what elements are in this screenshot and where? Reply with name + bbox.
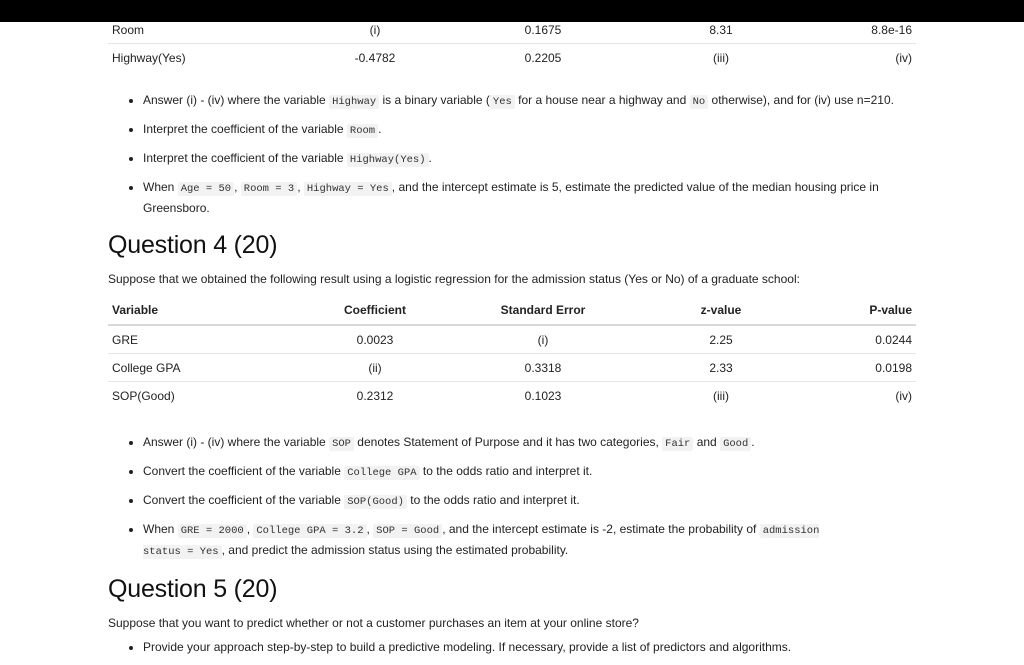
code-gre: GRE = 2000: [178, 524, 247, 538]
code-sop-good: SOP(Good): [344, 495, 407, 509]
text: for a house near a highway and: [514, 93, 690, 107]
text: Answer (i) - (iv) where the variable: [143, 93, 330, 107]
table-cell: (ii): [296, 354, 454, 382]
q4-bullet-3: [143, 491, 843, 512]
table-cell: SOP(Good): [112, 388, 175, 403]
table-cell: (iii): [713, 388, 729, 403]
table-cell: 8.31: [632, 16, 810, 44]
text: , and predict the admission status using the estimated probability.: [221, 542, 569, 557]
text: and: [693, 435, 721, 449]
code-sop-eq-good: SOP = Good: [373, 524, 442, 538]
q3-bullet-1: [143, 91, 913, 112]
text: Provide your approach step-by-step to build a predictive modeling. If necessary, provide a list of predictors and algorithms.: [143, 640, 792, 654]
q3-bullet-2: [143, 120, 913, 141]
q4-bullet-2: [143, 462, 843, 483]
table-cell: 0.2205: [524, 50, 562, 65]
table-cell: 0.3318: [454, 354, 632, 382]
text: denotes Statement of Purpose and it has two categories,: [353, 435, 663, 449]
text: .: [751, 435, 755, 449]
text: ,: [246, 522, 254, 536]
text: Convert the coefficient of the variable: [143, 464, 345, 478]
code-highway: Highway: [329, 95, 379, 109]
table-cell: (i): [454, 325, 632, 354]
column-header: Coefficient: [296, 296, 454, 325]
text: is a binary variable (: [379, 93, 490, 107]
table-cell: 8.8e-16: [810, 16, 916, 44]
table-row: [108, 325, 916, 354]
text: ,: [234, 180, 241, 194]
text: Answer (i) - (iv) where the variable: [143, 435, 330, 449]
column-header: P-value: [810, 296, 916, 325]
logistic-regression-table: [108, 296, 916, 409]
code-age: Age = 50: [178, 182, 234, 196]
code-admission-status: admission status = Yes: [143, 525, 820, 558]
table-cell: College GPA: [108, 354, 296, 382]
table-cell: 0.1023: [524, 388, 562, 403]
table-cell: (i): [296, 16, 454, 44]
q3-bullet-3: [143, 149, 913, 170]
code-good: Good: [720, 437, 751, 451]
text: otherwise), and for (iv) use n=210.: [708, 93, 894, 107]
table-cell: 0.0198: [810, 354, 916, 382]
table-cell: GRE: [108, 325, 296, 354]
text: ,: [297, 180, 304, 194]
q4-heading: Question 4 (20): [108, 231, 278, 259]
table-row: [108, 44, 916, 72]
text: When: [143, 522, 178, 536]
q5-bullet-1: [143, 638, 913, 657]
q4-bullet-1: [143, 433, 843, 454]
regression-table-q3: [108, 16, 916, 71]
table-cell: Highway(Yes): [112, 50, 186, 65]
code-college-gpa-value: College GPA = 3.2: [253, 524, 366, 538]
table-cell: 2.33: [632, 354, 810, 382]
q5-heading: Question 5 (20): [108, 575, 278, 603]
text: Interpret the coefficient of the variable: [143, 151, 347, 165]
table-cell: (iv): [895, 50, 912, 65]
text: When: [143, 180, 178, 194]
table-cell: 0.0023: [296, 325, 454, 354]
q5-intro: Suppose that you want to predict whether or not a customer purchases an item at your online store?: [108, 616, 639, 630]
table-cell: 2.25: [632, 325, 810, 354]
table-row: [108, 354, 916, 382]
text: .: [428, 151, 432, 165]
q3-bullet-list: [108, 91, 913, 217]
table-row: [108, 16, 916, 44]
q4-bullet-4: [143, 520, 843, 561]
column-header: z-value: [632, 296, 810, 325]
q4-bullet-list: [108, 433, 843, 561]
table-cell: -0.4782: [354, 50, 396, 65]
code-yes: Yes: [490, 95, 515, 109]
code-highway-yes: Highway(Yes): [347, 153, 429, 167]
code-highway-eq-yes: Highway = Yes: [304, 182, 392, 196]
document-page: [108, 22, 916, 665]
table-cell: 0.2312: [356, 388, 394, 403]
table-cell: 0.0244: [810, 325, 916, 354]
table-cell: 0.1675: [454, 16, 632, 44]
text: , and the intercept estimate is -2, estimate the probability of: [442, 522, 760, 536]
q3-bullet-4: [143, 178, 913, 217]
table-header-row: [108, 296, 916, 325]
text: to the odds ratio and interpret it.: [419, 464, 593, 478]
code-college-gpa: College GPA: [344, 466, 419, 480]
table-row: [108, 382, 916, 410]
code-fair: Fair: [662, 437, 693, 451]
table-cell: (iii): [713, 50, 729, 65]
text: ,: [366, 522, 374, 536]
text: Convert the coefficient of the variable: [143, 493, 345, 507]
column-header: Variable: [108, 296, 296, 325]
q4-intro: Suppose that we obtained the following result using a logistic regression for the admission status (Yes or No) of a graduate school:: [108, 272, 800, 286]
text: .: [378, 122, 382, 136]
column-header: Standard Error: [454, 296, 632, 325]
text: to the odds ratio and interpret it.: [406, 493, 580, 507]
table-cell: Room: [108, 16, 296, 44]
code-sop: SOP: [329, 437, 354, 451]
text: , and the intercept estimate is 5, estimate the predicted value of the median housing price in Greensboro.: [143, 180, 879, 215]
code-room: Room: [347, 124, 378, 138]
code-no: No: [690, 95, 709, 109]
q5-bullet-list: [108, 638, 913, 657]
table-cell: (iv): [895, 388, 912, 403]
code-room-3: Room = 3: [241, 182, 297, 196]
text: Interpret the coefficient of the variable: [143, 122, 347, 136]
